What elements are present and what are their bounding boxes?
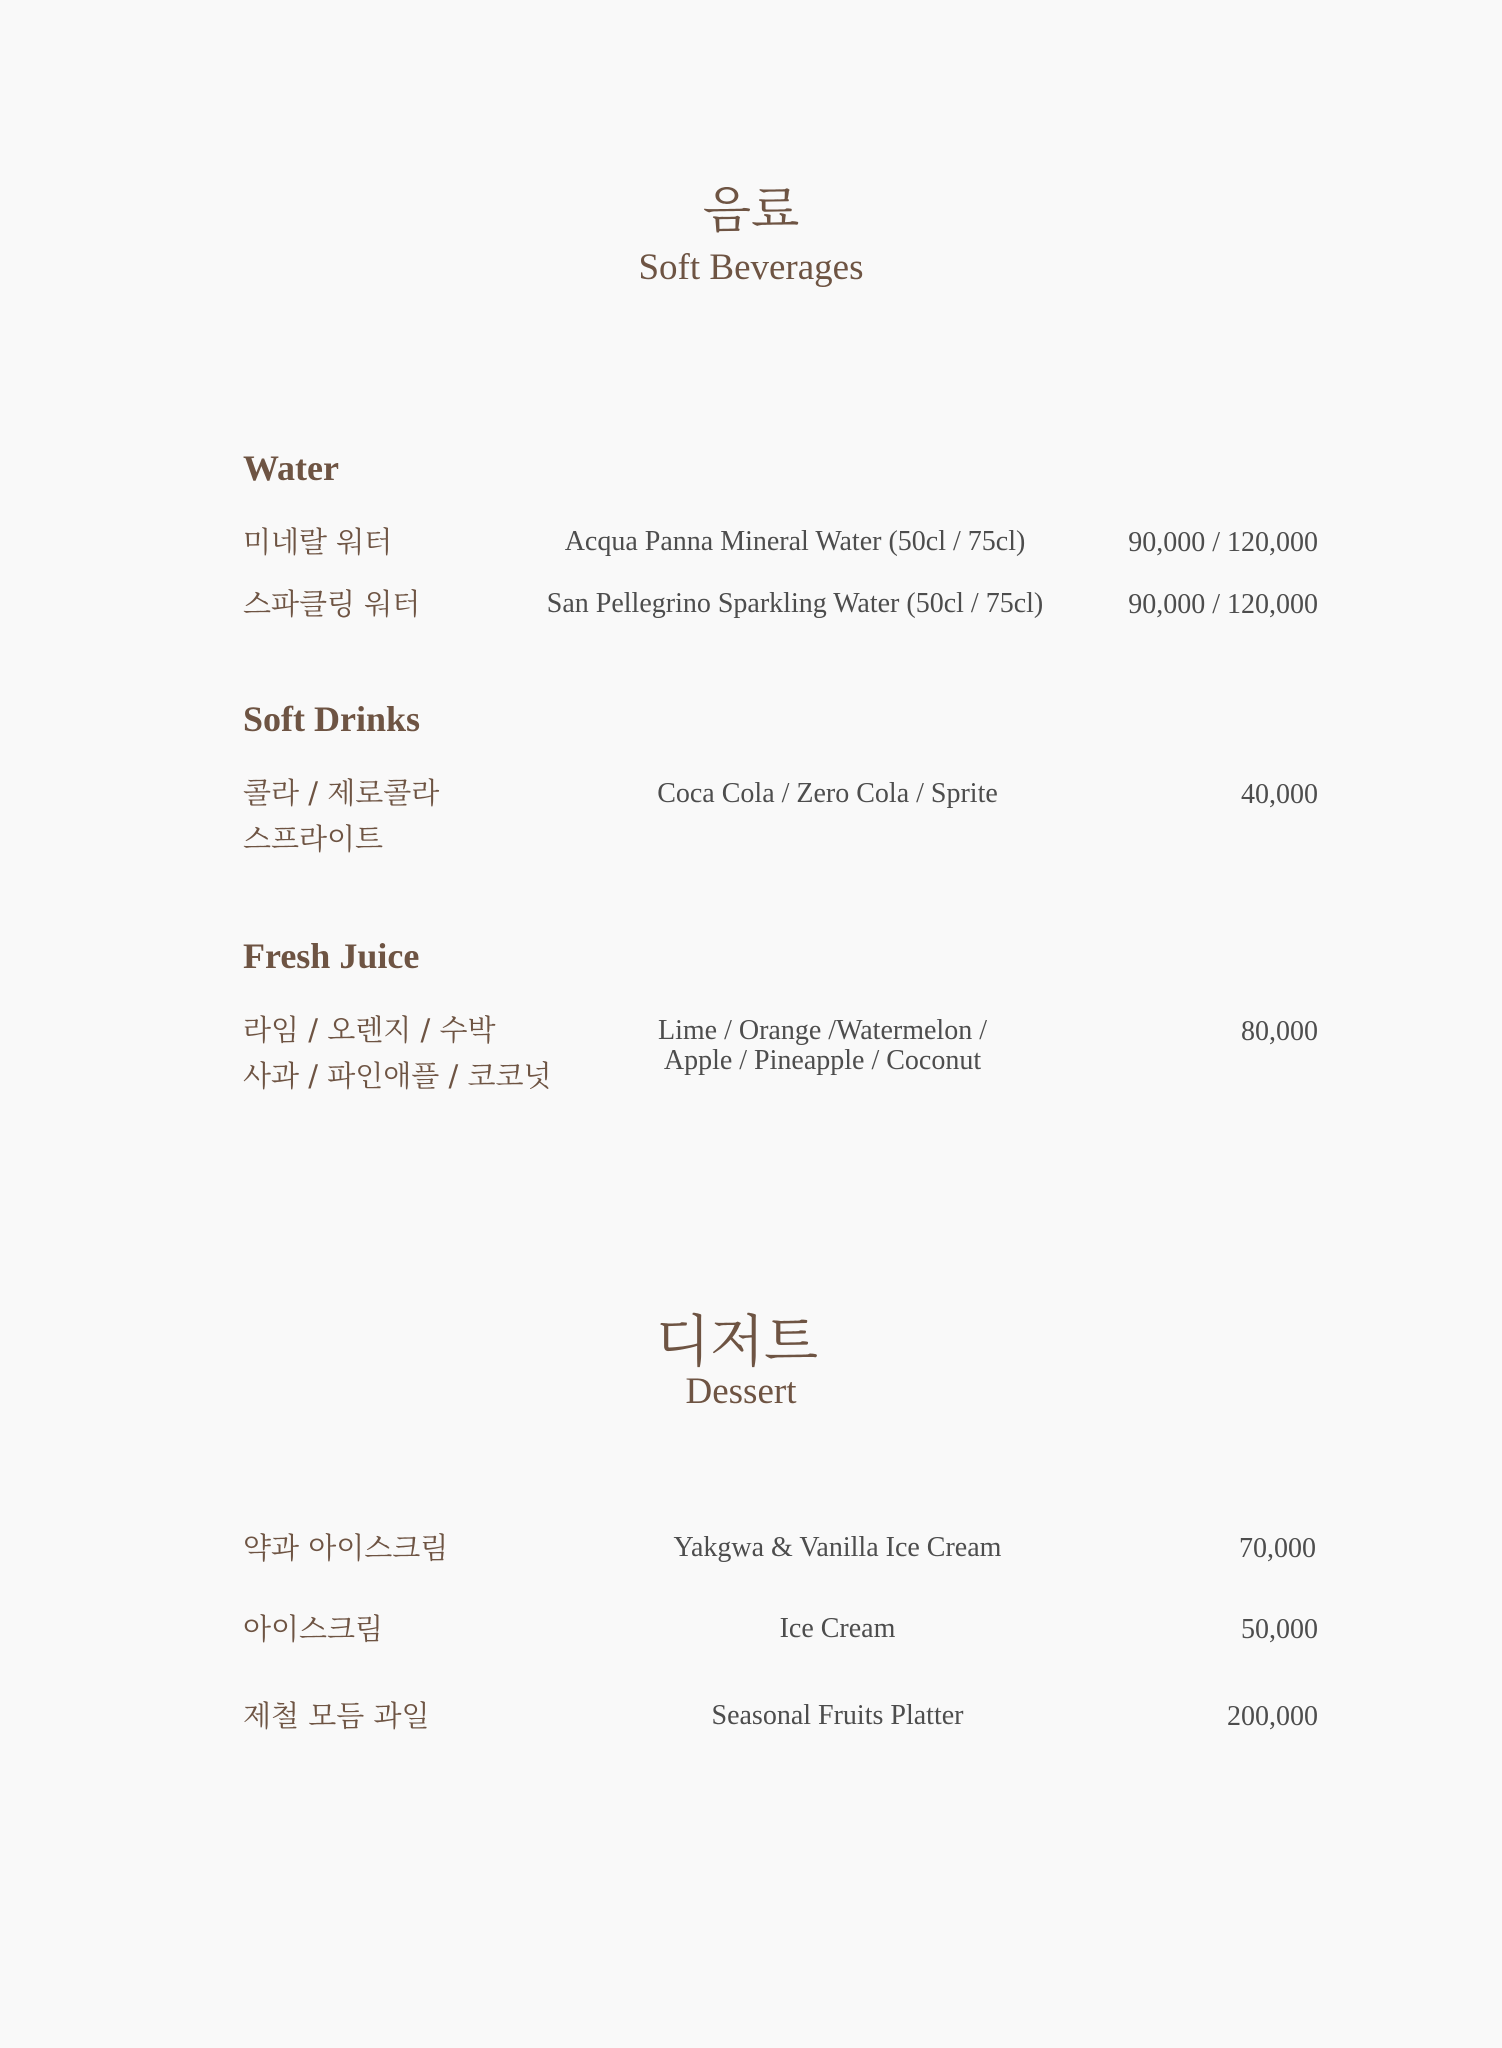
item-price: 200,000	[1227, 1701, 1318, 1732]
item-name-ko-line2: 스프라이트	[243, 822, 384, 856]
item-name-en-line2: Apple / Pineapple / Coconut	[663, 1045, 982, 1076]
item-name-ko: 콜라 / 제로콜라	[243, 776, 440, 810]
beverages-title-ko: 음료	[702, 181, 800, 239]
item-price: 90,000 / 120,000	[1128, 527, 1318, 558]
item-name-en: Coca Cola / Zero Cola / Sprite	[657, 778, 998, 809]
item-name-ko: 제철 모듬 과일	[243, 1699, 430, 1733]
item-name-ko: 스파클링 워터	[243, 587, 421, 621]
item-price: 40,000	[1241, 779, 1318, 810]
dessert-title-en: Dessert	[685, 1371, 797, 1412]
item-name-en: San Pellegrino Sparkling Water (50cl / 75cl)	[546, 588, 1044, 619]
item-name-en: Seasonal Fruits Platter	[711, 1700, 964, 1731]
item-name-ko: 라임 / 오렌지 / 수박	[243, 1013, 496, 1047]
item-name-ko: 아이스크림	[243, 1612, 384, 1646]
item-name-en: Ice Cream	[779, 1613, 896, 1644]
item-price: 50,000	[1241, 1614, 1318, 1645]
category-water-title: Water	[243, 448, 339, 488]
item-price: 90,000 / 120,000	[1128, 589, 1318, 620]
item-name-ko: 약과 아이스크림	[243, 1531, 449, 1565]
item-price: 70,000	[1239, 1533, 1316, 1564]
dessert-title-ko: 디저트	[655, 1310, 819, 1375]
item-name-ko: 미네랄 워터	[243, 525, 393, 559]
item-name-en: Yakgwa & Vanilla Ice Cream	[673, 1532, 1002, 1563]
item-name-ko-line2: 사과 / 파인애플 / 코코넛	[243, 1059, 552, 1093]
beverages-title-en: Soft Beverages	[638, 247, 864, 288]
category-fresh-juice-title: Fresh Juice	[243, 936, 420, 976]
category-soft-drinks-title: Soft Drinks	[243, 699, 421, 739]
item-name-en: Acqua Panna Mineral Water (50cl / 75cl)	[564, 526, 1026, 557]
item-price: 80,000	[1241, 1016, 1318, 1047]
item-name-en: Lime / Orange /Watermelon /	[658, 1015, 987, 1046]
